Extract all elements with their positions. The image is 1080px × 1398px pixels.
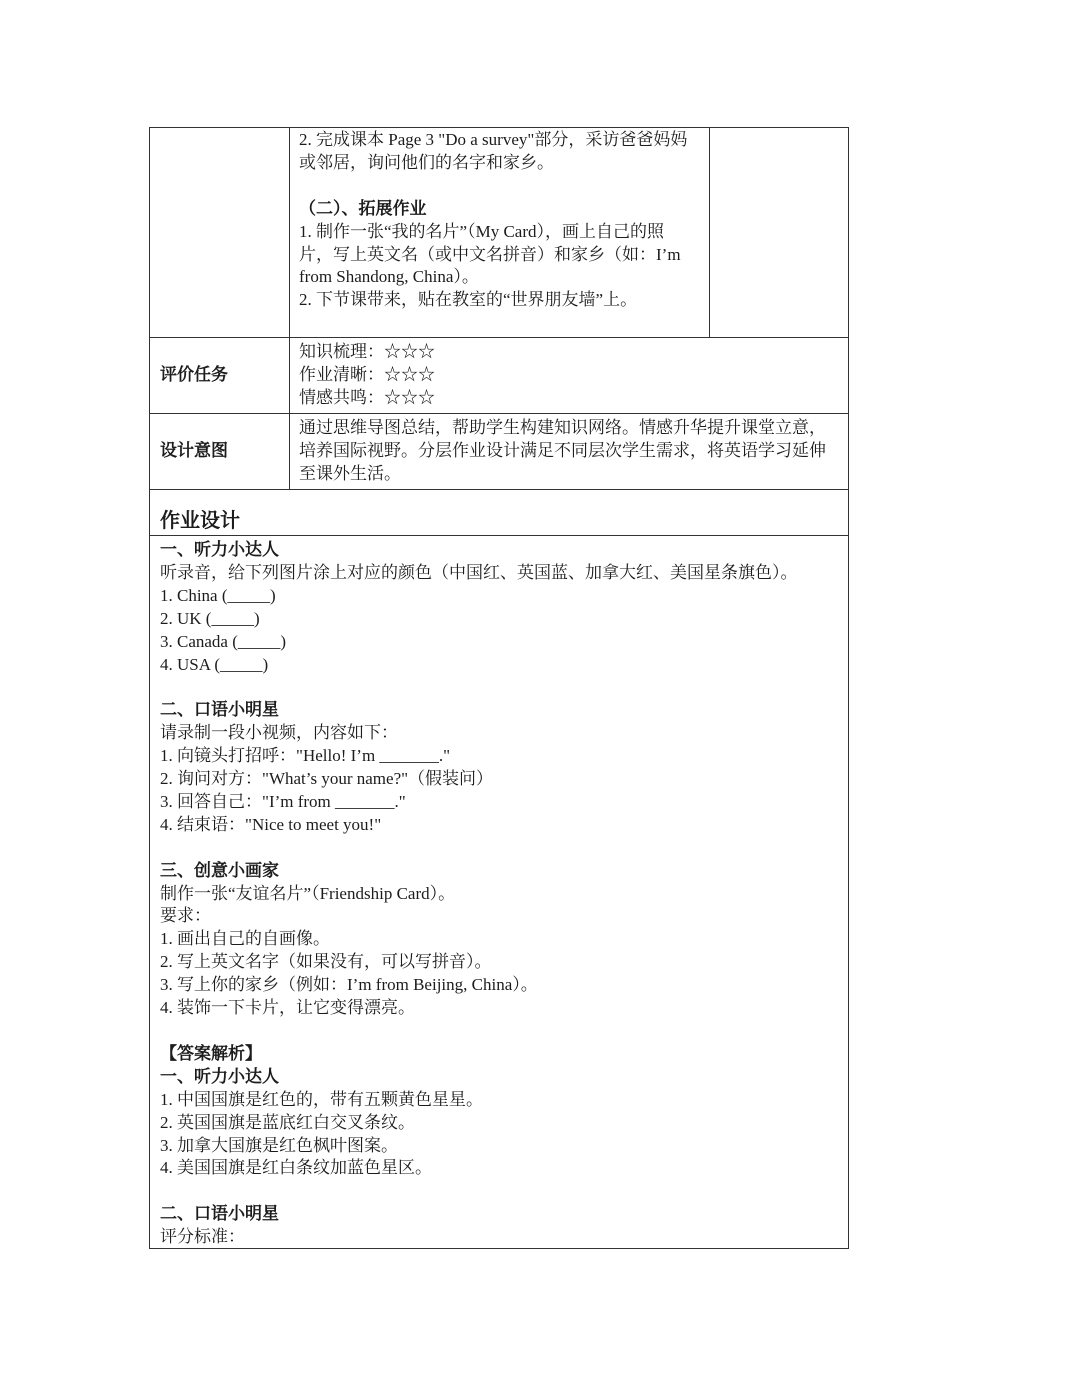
speaking-item-3: 3. 回答自己："I’m from _______." [160,791,406,811]
design-intent-content-cell [289,414,848,489]
speaking-heading: 二、口语小明星 [160,700,279,720]
listening-heading: 一、听力小达人 [160,540,279,559]
drawing-item-2: 2. 写上英文名字（如果没有，可以写拼音）。 [160,952,492,972]
answers-listening-item-3: 3. 加拿大国旗是红色枫叶图案。 [160,1135,398,1155]
drawing-requirements-label: 要求： [160,906,211,926]
evaluation-row [150,337,848,413]
task-2-text: 2. 完成课本 Page 3 "Do a survey"部分，采访爸爸妈妈或邻居，询问他们的名字和家乡。 [299,130,688,172]
answers-scoring-label: 评分标准： [160,1227,245,1247]
extension-item-1: 1. 制作一张“我的名片”（My Card），画上自己的照片，写上英文名（或中文名拼音）和家乡（如：I’m from Shandong, China）。 [299,221,681,287]
answers-listening-item-2: 2. 英国国旗是蓝底红白交叉条纹。 [160,1112,415,1132]
listening-instruction: 听录音，给下列图片涂上对应的颜色（中国红、英国蓝、加拿大红、美国星条旗色）。 [160,562,798,582]
answers-listening-section [160,1043,838,1180]
listening-item-2: 2. UK (_____) [160,608,260,628]
extension-item-2: 2. 下节课带来，贴在教室的“世界朋友墙”上。 [299,290,638,310]
drawing-section [160,860,838,1020]
answers-heading: 【答案解析】 [160,1043,262,1063]
homework-title-row [150,489,848,535]
design-intent-row [150,413,848,489]
listening-item-4: 4. USA (_____) [160,654,269,674]
answers-listening-heading: 一、听力小达人 [160,1066,279,1086]
listening-section [160,539,838,676]
speaking-section [160,699,838,836]
drawing-instruction: 制作一张“友谊名片”（Friendship Card）。 [160,883,456,903]
evaluation-content-cell [289,338,848,413]
empty-notes-cell [709,128,848,337]
evaluation-item-clarity: 作业清晰：☆☆☆ [299,365,435,385]
drawing-item-1: 1. 画出自己的自画像。 [160,929,330,949]
drawing-heading: 三、创意小画家 [160,860,279,880]
lesson-plan-table [149,127,849,1249]
homework-detail-cell [150,536,848,1248]
evaluation-label-cell [150,338,289,413]
speaking-item-1: 1. 向镜头打招呼："Hello! I’m _______." [160,746,451,766]
listening-item-1: 1. China (_____) [160,585,276,605]
homework-content-cell [289,128,709,337]
answers-listening-item-4: 4. 美国国旗是红白条纹加蓝色星区。 [160,1158,432,1178]
speaking-item-2: 2. 询问对方："What’s your name?"（假装问） [160,769,494,789]
speaking-instruction: 请录制一段小视频，内容如下： [160,723,398,743]
evaluation-item-knowledge: 知识梳理：☆☆☆ [299,342,435,362]
design-intent-label: 设计意图 [160,441,228,461]
design-intent-label-cell [150,414,289,489]
evaluation-label: 评价任务 [160,365,228,385]
homework-title-cell [150,490,848,535]
drawing-item-3: 3. 写上你的家乡（例如：I’m from Beijing, China）。 [160,975,538,995]
design-intent-text: 通过思维导图总结，帮助学生构建知识网络。情感升华提升课堂立意，培养国际视野。分层作业设计满足不同层次学生需求，将英语学习延伸至课外生活。 [299,418,826,483]
answers-speaking-section [160,1203,838,1248]
homework-continuation-row [150,128,848,337]
homework-detail-row [150,535,848,1248]
evaluation-item-empathy: 情感共鸣：☆☆☆ [299,387,435,407]
empty-label-cell [150,128,289,337]
listening-item-3: 3. Canada (_____) [160,631,287,651]
speaking-item-4: 4. 结束语："Nice to meet you!" [160,814,382,834]
answers-speaking-heading: 二、口语小明星 [160,1204,279,1224]
drawing-item-4: 4. 装饰一下卡片，让它变得漂亮。 [160,998,415,1018]
homework-title: 作业设计 [160,510,240,532]
extension-heading: （二）、拓展作业 [299,198,427,218]
answers-listening-item-1: 1. 中国国旗是红色的，带有五颗黄色星星。 [160,1089,483,1109]
